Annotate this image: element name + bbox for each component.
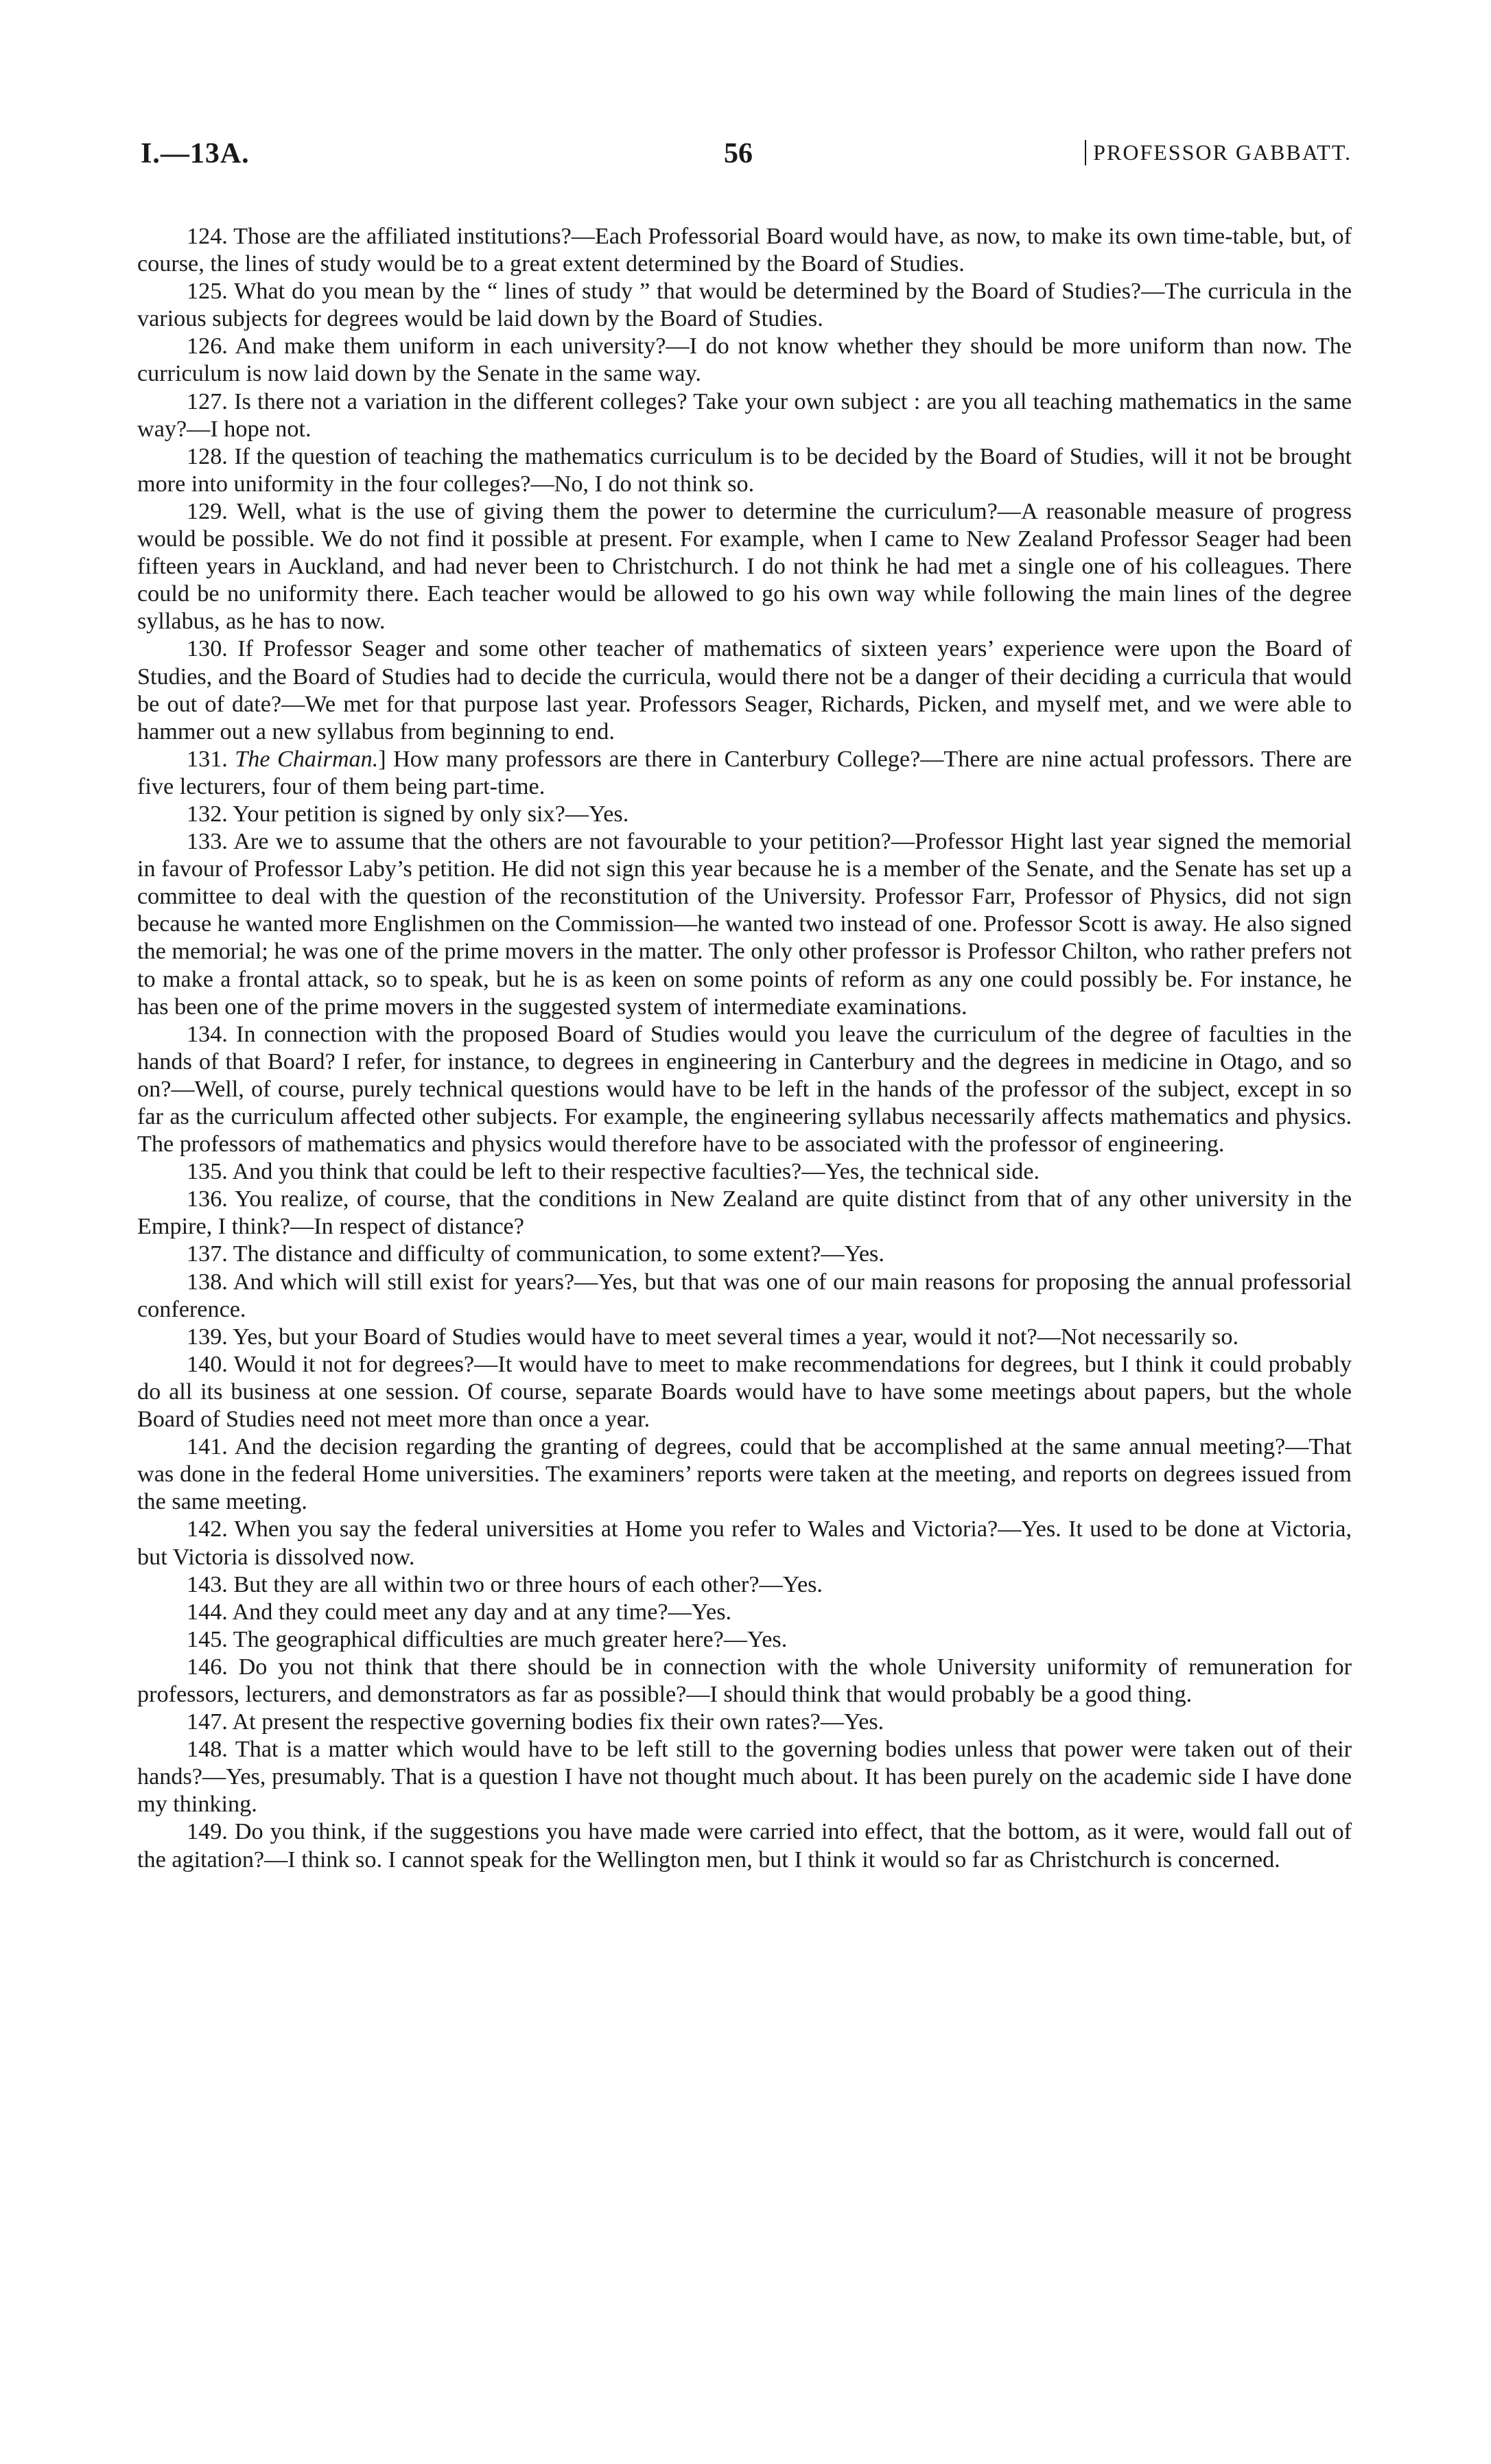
paragraph-137: 137. The distance and difficulty of communication, to some extent?—Yes.: [187, 1241, 884, 1267]
paragraph-141: 141. And the decision regarding the granting of degrees, could that be accomplished at the same annual meeting?—That was done in the federal Home universities. The examiners’ reports were taken at the meeting, and reports on degrees issued from the same meeting.: [137, 1434, 1352, 1515]
paragraph-130: 130. If Professor Seager and some other teacher of mathematics of sixteen years’ experience were upon the Board of Studies, and the Board of Studies had to decide the curricula, would there not be a danger of their deciding a curricula that would be out of date?—We met for that purpose last year. Professors Seager, Richards, Picken, and myself met, and we were able to hammer out a new syllabus from beginning to end.: [137, 636, 1352, 744]
document-page: [137, 0, 1352, 2464]
page-number: 56: [724, 138, 753, 169]
paragraph-145: 145. The geographical difficulties are much greater here?—Yes.: [187, 1626, 788, 1652]
paragraph-148: 148. That is a matter which would have to be left still to the governing bodies unless that power were taken out of their hands?—Yes, presumably. That is a question I have not thought much about. It has been purely on the academic side I have done my thinking.: [137, 1737, 1352, 1818]
paragraph-140: 140. Would it not for degrees?—It would have to meet to make recommendations for degrees, but I think it could probably do all its business at one session. Of course, separate Boards would have to have some meetings about papers, but the whole Board of Studies need not meet more than once a year.: [137, 1351, 1352, 1433]
paragraph-144: 144. And they could meet any day and at any time?—Yes.: [187, 1599, 732, 1625]
paragraph-129: 129. Well, what is the use of giving them the power to determine the curriculum?—A reasonable measure of progress would be possible. We do not find it possible at present. For example, when I came to New Zealand Professor Seager had been fifteen years in Auckland, and had never been to Christchurch. I do not think he had met a single one of his colleagues. There could be no uniformity there. Each teacher would be allowed to go his own way while following the main lines of the degree syllabus, as he has to now.: [137, 498, 1352, 635]
page-header: [137, 137, 1352, 178]
speaker-name: The Chairman.: [235, 746, 379, 772]
paragraph-126: 126. And make them uniform in each university?—I do not know whether they should be more uniform than now. The curriculum is now laid down by the Senate in the same way.: [137, 333, 1352, 387]
paragraph-146: 146. Do you not think that there should be in connection with the whole University uniformity of remuneration for professors, lecturers, and demonstrators as far as possible?—I should think that would probably be a good thing.: [137, 1654, 1352, 1707]
paragraph-147: 147. At present the respective governing bodies fix their own rates?—Yes.: [187, 1709, 884, 1735]
witness-name: PROFESSOR GABBATT.: [1085, 140, 1352, 165]
paragraph-139: 139. Yes, but your Board of Studies would have to meet several times a year, would it not?—Not necessarily so.: [187, 1324, 1238, 1350]
paragraph-124: 124. Those are the affiliated institutions?—Each Professorial Board would have, as now, to make its own time-table, but, of course, the lines of study would be to a great extent determined by the Board of Studies.: [137, 224, 1352, 277]
question-number: 131.: [187, 746, 235, 772]
paragraph-128: 128. If the question of teaching the mathematics curriculum is to be decided by the Board of Studies, will it not be brought more into uniformity in the four colleges?—No, I do not think so.: [137, 443, 1352, 497]
minutes-of-evidence: [137, 223, 1352, 1874]
paragraph-134: 134. In connection with the proposed Board of Studies would you leave the curriculum of the degree of faculties in the hands of that Board? I refer, for instance, to degrees in engineering in Canterbury and the degrees in medicine in Otago, and so on?—Well, of course, purely technical questions would have to be left in the hands of the professor of the subject, except in so far as the curriculum affected other subjects. For example, the engineering syllabus necessarily affects mathematics and physics. The professors of mathematics and physics would therefore have to be associated with the professor of engineering.: [137, 1021, 1352, 1158]
paragraph-133: 133. Are we to assume that the others are not favourable to your petition?—Professor Hight last year signed the memorial in favour of Professor Laby’s petition. He did not sign this year because he is a member of the Senate, and the Senate has set up a committee to deal with the question of the reconstitution of the University. Professor Farr, Professor of Physics, did not sign because he wanted more Englishmen on the Commission—he wanted two instead of one. Professor Scott is away. He also signed the memorial; he was one of the prime movers in the matter. The only other professor is Professor Chilton, who rather prefers not to make a frontal attack, so to speak, but he is as keen on some points of reform as any one could possibly be. For instance, he has been one of the prime movers in the suggested system of intermediate examinations.: [137, 829, 1352, 1020]
paragraph-149: 149. Do you think, if the suggestions you have made were carried into effect, that the bottom, as it were, would fall out of the agitation?—I think so. I cannot speak for the Wellington men, but I think it would so far as Christchurch is concerned.: [137, 1819, 1352, 1873]
paragraph-132: 132. Your petition is signed by only six?—Yes.: [187, 801, 629, 827]
paragraph-131: [137, 746, 1352, 801]
paragraph-142: 142. When you say the federal universities at Home you refer to Wales and Victoria?—Yes. It used to be done at Victoria, but Victoria is dissolved now.: [137, 1516, 1352, 1570]
paragraph-136: 136. You realize, of course, that the conditions in New Zealand are quite distinct from that of any other university in the Empire, I think?—In respect of distance?: [137, 1186, 1352, 1240]
paragraph-125: 125. What do you mean by the “ lines of study ” that would be determined by the Board of Studies?—The curricula in the various subjects for degrees would be laid down by the Board of Studies.: [137, 279, 1352, 332]
paragraph-143: 143. But they are all within two or three hours of each other?—Yes.: [187, 1571, 823, 1597]
paragraph-138: 138. And which will still exist for years?—Yes, but that was one of our main reasons for proposing the annual professorial conference.: [137, 1269, 1352, 1322]
document-reference: I.—13A.: [141, 138, 250, 169]
paragraph-135: 135. And you think that could be left to their respective faculties?—Yes, the technical side.: [187, 1159, 1040, 1185]
paragraph-127: 127. Is there not a variation in the different colleges? Take your own subject : are you all teaching mathematics in the same way?—I hope not.: [137, 388, 1352, 442]
paragraph-131-text: ] How many professors are there in Canterbury College?—There are nine actual professors. There are five lecturers, four of them being part-time.: [137, 746, 1352, 799]
